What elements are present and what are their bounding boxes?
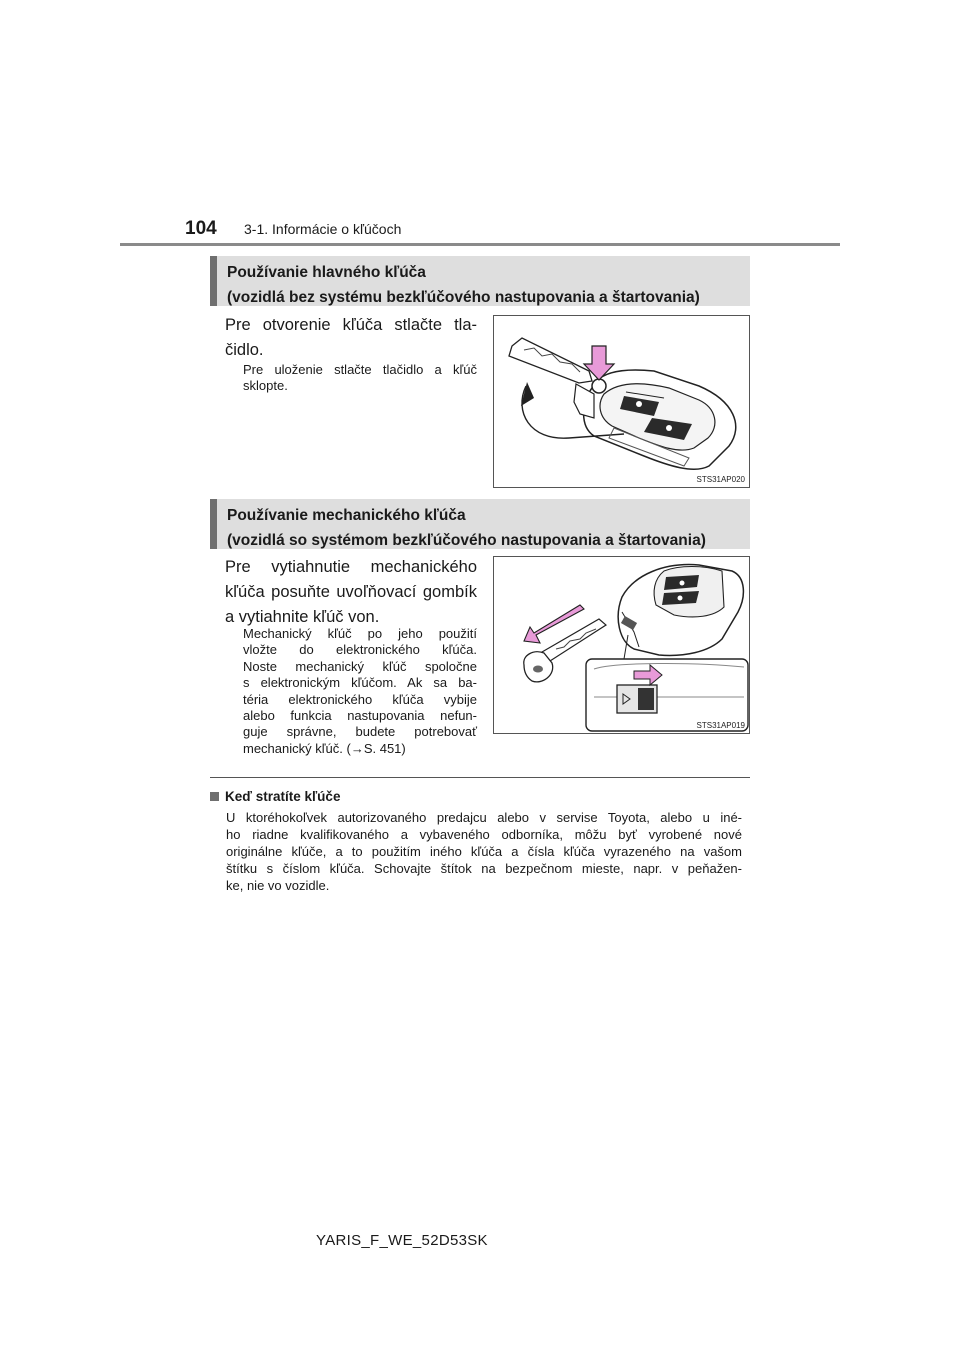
page-number: 104 (185, 218, 217, 239)
note-fold-key (243, 362, 477, 395)
figure-code: STS31AP020 (696, 475, 745, 484)
info-line: ke, nie vo vozidle. (226, 878, 330, 893)
mechanical-key-illustration (494, 557, 749, 733)
note-line: Mechanický kľúč po jeho použití (243, 626, 477, 641)
folding-key-illustration (494, 316, 749, 487)
info-line: štítku s číslom kľúča. Schovajte štítok na bezpečnom mieste, napr. v peňažen- (226, 861, 742, 876)
note-line: vložte do elektronického kľúča. (243, 642, 477, 658)
instruction-line: Pre vytiahnutie mechanického (225, 558, 477, 576)
instruction-line: Pre otvorenie kľúča stlačte tla- (225, 316, 477, 334)
info-line: originálne kľúče, a to použitím iného kľúča a čísla kľúča vyrazeného na vašom (226, 844, 742, 859)
heading-main-key (210, 256, 750, 306)
heading-mechanical-key-line1: Používanie mechanického kľúča (227, 507, 466, 524)
instruction-open-key (225, 313, 477, 363)
instruction-line: kľúča posuňte uvoľňovací gombík (225, 583, 477, 601)
heading-mechanical-key (210, 499, 750, 549)
info-line: U ktoréhokoľvek autorizovaného predajcu alebo v servise Toyota, alebo u iné- (226, 810, 742, 825)
heading-main-key-line2: (vozidlá bez systému bezkľúčového nastupovania a štartovania) (227, 289, 700, 306)
note-line: sklopte. (243, 378, 288, 394)
figure-mechanical-key (493, 556, 750, 734)
info-title (210, 789, 340, 804)
note-mechanical-key (243, 626, 477, 757)
instruction-line: a vytiahnite kľúč von. (225, 608, 380, 626)
header-rule (120, 243, 840, 246)
note-line: mechanický kľúč. (→S. 451) (243, 740, 406, 756)
section-title: 3-1. Informácie o kľúčoch (244, 221, 402, 237)
note-line: Pre uloženie stlačte tlačidlo a kľúč (243, 362, 477, 377)
figure-code: STS31AP019 (696, 721, 745, 730)
document-code: YARIS_F_WE_52D53SK (316, 1232, 488, 1249)
note-line: alebo funkcia nastupovania nefun- (243, 708, 477, 724)
square-bullet-icon (210, 792, 219, 801)
note-line: guje správne, budete potrebovať (243, 724, 477, 740)
info-body (226, 809, 742, 894)
note-line: s elektronickým kľúčom. Ak sa ba- (243, 675, 477, 691)
info-title-text: Keď stratíte kľúče (225, 789, 341, 804)
info-line: ho riadne kvalifikovaného a vybaveného odborníka, môžu byť vyrobené nové (226, 827, 742, 842)
instruction-pull-key (225, 555, 477, 630)
note-line: téria elektronického kľúča vybije (243, 691, 477, 707)
heading-main-key-line1: Používanie hlavného kľúča (227, 264, 426, 281)
instruction-line: čidlo. (225, 341, 264, 359)
heading-mechanical-key-line2: (vozidlá so systémom bezkľúčového nastupovania a štartovania) (227, 532, 706, 549)
figure-folding-key (493, 315, 750, 488)
note-line: Noste mechanický kľúč spoločne (243, 658, 477, 674)
info-divider (210, 777, 750, 778)
